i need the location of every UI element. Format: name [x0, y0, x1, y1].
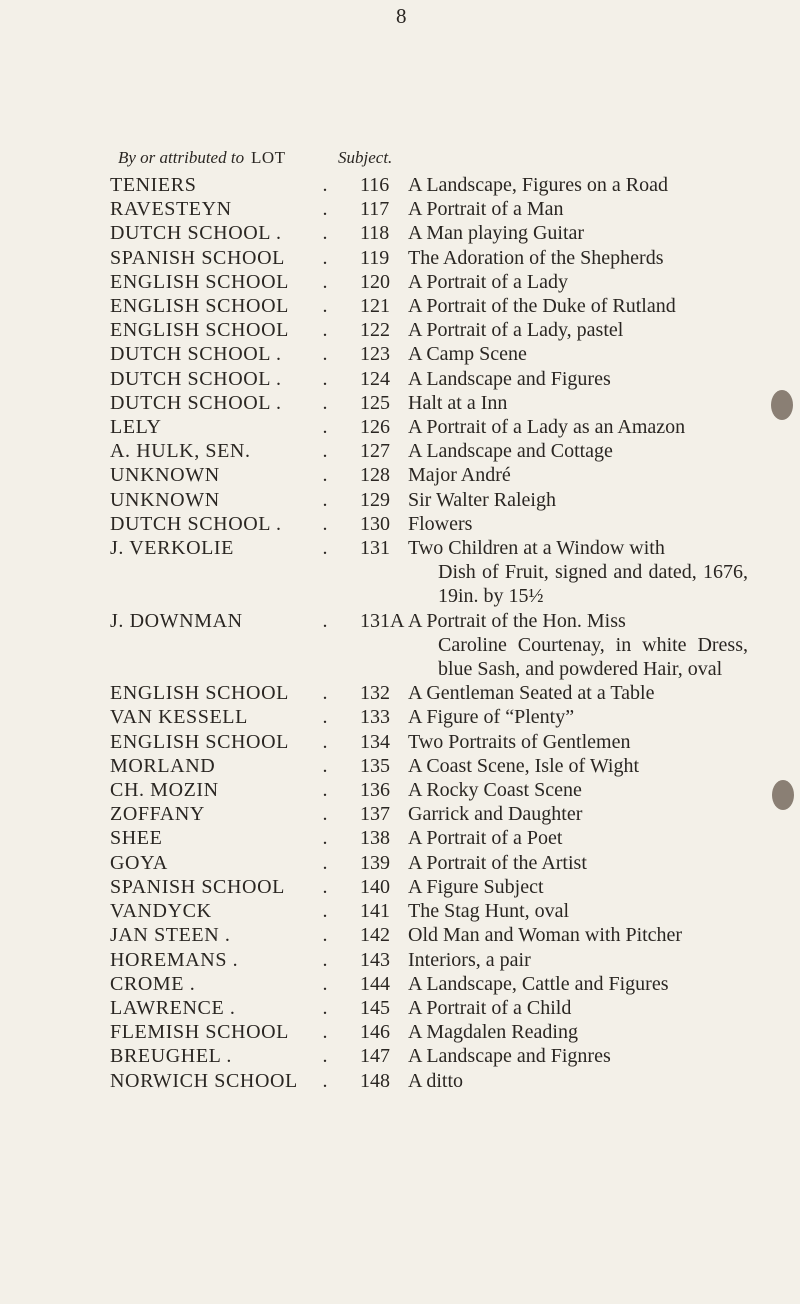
leader-dot: .	[322, 900, 330, 923]
column-header-lot: LOT	[251, 148, 286, 167]
artist-name: FLEMISH SCHOOL	[110, 1021, 289, 1044]
artist-name: ENGLISH SCHOOL	[110, 730, 289, 753]
lot-row	[0, 463, 800, 487]
leader-dot: .	[322, 924, 330, 947]
column-header-subject: Subject.	[338, 148, 393, 167]
artist-name: ENGLISH SCHOOL	[110, 295, 289, 318]
lot-number: 122	[360, 319, 390, 342]
lot-subject	[408, 391, 748, 415]
lot-subject-line: Halt at a Inn	[408, 391, 508, 414]
lot-subject	[408, 342, 748, 366]
leader-dot: .	[322, 996, 330, 1019]
lot-subject-line: A Portrait of the Hon. Miss	[408, 609, 626, 632]
lot-row	[0, 367, 800, 391]
lot-number: 145	[360, 996, 390, 1019]
lot-subject	[408, 875, 748, 899]
lot-row	[0, 754, 800, 778]
artist-name: BREUGHEL .	[110, 1045, 232, 1068]
artist-name: ENGLISH SCHOOL	[110, 682, 289, 705]
lot-subject-line: A Magdalen Reading	[408, 1021, 578, 1044]
lot-subject-line: Sir Walter Raleigh	[408, 488, 556, 511]
artist-name: ENGLISH SCHOOL	[110, 270, 289, 293]
lot-subject-line: A Portrait of a Man	[408, 198, 564, 221]
lot-subject	[408, 197, 748, 221]
artist-name: TENIERS	[110, 174, 197, 196]
artist-name: CROME .	[110, 972, 196, 995]
lot-number: 144	[360, 972, 390, 995]
artist-name: RAVESTEYN	[110, 198, 232, 221]
artist-name: LELY	[110, 416, 162, 439]
artist-name: UNKNOWN	[110, 464, 220, 487]
lot-subject	[408, 488, 748, 512]
lot-subject-line: A Landscape and Fignres	[408, 1045, 611, 1068]
leader-dot: .	[322, 537, 330, 560]
artist-name: DUTCH SCHOOL .	[110, 343, 282, 366]
lot-row	[0, 415, 800, 439]
lot-row	[0, 705, 800, 729]
leader-dot: .	[322, 609, 330, 632]
lot-subject-line: A Landscape and Cottage	[408, 440, 613, 463]
artist-name: ZOFFANY	[110, 803, 205, 826]
lot-subject	[408, 609, 748, 682]
lot-subject	[408, 851, 748, 875]
leader-dot: .	[322, 440, 330, 463]
lot-number: 136	[360, 779, 390, 802]
lot-row	[0, 197, 800, 221]
lot-subject-line: A Landscape and Figures	[408, 367, 611, 390]
lot-subject-line: Flowers	[408, 512, 473, 535]
lot-subject-line: Two Children at a Window with	[408, 537, 665, 560]
lot-subject	[408, 754, 748, 778]
lot-row	[0, 342, 800, 366]
lot-subject	[408, 802, 748, 826]
leader-dot: .	[322, 270, 330, 293]
leader-dot: .	[322, 319, 330, 342]
lot-row	[0, 851, 800, 875]
leader-dot: .	[322, 512, 330, 535]
artist-name: J. VERKOLIE	[110, 537, 235, 560]
artist-name: ENGLISH SCHOOL	[110, 319, 289, 342]
lot-subject	[408, 730, 748, 754]
lot-number: 143	[360, 948, 390, 971]
lot-subject	[408, 948, 748, 972]
lot-row	[0, 778, 800, 802]
leader-dot: .	[322, 246, 330, 269]
lot-subject-line: A Gentleman Seated at a Table	[408, 682, 655, 705]
lot-number: 117	[360, 198, 390, 221]
lot-subject	[408, 463, 748, 487]
lot-number: 133	[360, 706, 390, 729]
lot-subject	[408, 173, 748, 197]
lot-subject	[408, 996, 748, 1020]
lot-subject	[408, 972, 748, 996]
lot-row	[0, 173, 800, 197]
leader-dot: .	[322, 875, 330, 898]
lot-row	[0, 826, 800, 850]
lot-number: 131	[360, 537, 390, 560]
lot-row	[0, 439, 800, 463]
lot-subject	[408, 294, 748, 318]
lot-row	[0, 512, 800, 536]
lot-list	[0, 173, 800, 1093]
leader-dot: .	[322, 343, 330, 366]
artist-name: NORWICH SCHOOL	[110, 1069, 298, 1092]
lot-subject-line: Two Portraits of Gentlemen	[408, 730, 631, 753]
lot-subject-line: A Rocky Coast Scene	[408, 779, 582, 802]
leader-dot: .	[322, 416, 330, 439]
lot-number: 121	[360, 295, 390, 318]
lot-subject	[408, 270, 748, 294]
lot-subject-line: A Landscape, Figures on a Road	[408, 174, 668, 196]
lot-subject-line: A Portrait of a Poet	[408, 827, 563, 850]
leader-dot: .	[322, 391, 330, 414]
lot-subject-line: A ditto	[408, 1069, 464, 1092]
lot-row	[0, 730, 800, 754]
artist-name: SHEE	[110, 827, 163, 850]
lot-number: 116	[360, 174, 390, 196]
lot-number: 126	[360, 416, 390, 439]
lot-subject	[408, 1069, 748, 1093]
lot-subject-line: A Figure Subject	[408, 875, 544, 898]
artist-name: SPANISH SCHOOL	[110, 875, 285, 898]
leader-dot: .	[322, 682, 330, 705]
lot-number: 134	[360, 730, 390, 753]
lot-subject	[408, 778, 748, 802]
lot-number: 135	[360, 754, 390, 777]
lot-number: 125	[360, 391, 390, 414]
leader-dot: .	[322, 1069, 330, 1092]
lot-row	[0, 294, 800, 318]
lot-number: 148	[360, 1069, 390, 1092]
lot-number: 140	[360, 875, 390, 898]
lot-subject-line: A Portrait of a Lady, pastel	[408, 319, 624, 342]
lot-number: 123	[360, 343, 390, 366]
lot-subject-line: A Landscape, Cattle and Figures	[408, 972, 669, 995]
lot-number: 139	[360, 851, 390, 874]
lot-subject-continuation: Dish of Fruit, signed and dated, 1676, 19in. by 15½	[438, 561, 748, 608]
artist-name: JAN STEEN .	[110, 924, 231, 947]
lot-row	[0, 609, 800, 682]
lot-row	[0, 996, 800, 1020]
lot-number: 141	[360, 900, 390, 923]
artist-name: J. DOWNMAN	[110, 609, 243, 632]
lot-subject-line: Interiors, a pair	[408, 948, 531, 971]
lot-row	[0, 875, 800, 899]
leader-dot: .	[322, 851, 330, 874]
margin-speck	[772, 780, 794, 810]
lot-number: 130	[360, 512, 390, 535]
lot-number: 128	[360, 464, 390, 487]
lot-subject-line: The Stag Hunt, oval	[408, 900, 570, 923]
lot-subject	[408, 899, 748, 923]
artist-name: DUTCH SCHOOL .	[110, 222, 282, 245]
lot-subject	[408, 923, 748, 947]
lot-subject	[408, 246, 748, 270]
lot-subject-line: Major André	[408, 464, 511, 487]
leader-dot: .	[322, 198, 330, 221]
leader-dot: .	[322, 730, 330, 753]
lot-number: 120	[360, 270, 390, 293]
lot-subject-line: A Portrait of the Artist	[408, 851, 587, 874]
lot-subject-line: A Portrait of the Duke of Rutland	[408, 295, 676, 318]
lot-subject	[408, 826, 748, 850]
lot-subject	[408, 536, 748, 609]
lot-row	[0, 972, 800, 996]
lot-number: 129	[360, 488, 390, 511]
leader-dot: .	[322, 1045, 330, 1068]
leader-dot: .	[322, 948, 330, 971]
lot-subject-line: A Portrait of a Child	[408, 996, 572, 1019]
lot-subject-continuation: Caroline Courtenay, in white Dress, blue Sash, and powdered Hair, oval	[438, 633, 748, 681]
lot-row	[0, 246, 800, 270]
lot-subject	[408, 415, 748, 439]
lot-row	[0, 221, 800, 245]
leader-dot: .	[322, 222, 330, 245]
page-number: 8	[396, 4, 407, 28]
margin-speck	[771, 390, 793, 420]
lot-subject-line: A Man playing Guitar	[408, 222, 585, 245]
lot-subject	[408, 367, 748, 391]
lot-number: 119	[360, 246, 390, 269]
lot-number: 118	[360, 222, 390, 245]
leader-dot: .	[322, 706, 330, 729]
lot-row	[0, 391, 800, 415]
artist-name: VANDYCK	[110, 900, 212, 923]
leader-dot: .	[322, 295, 330, 318]
lot-number: 127	[360, 440, 390, 463]
artist-name: LAWRENCE .	[110, 996, 236, 1019]
leader-dot: .	[322, 367, 330, 390]
lot-number: 137	[360, 803, 390, 826]
leader-dot: .	[322, 464, 330, 487]
lot-subject-line: Garrick and Daughter	[408, 803, 583, 826]
leader-dot: .	[322, 803, 330, 826]
lot-row	[0, 536, 800, 609]
lot-subject-line: A Coast Scene, Isle of Wight	[408, 754, 640, 777]
lot-subject	[408, 439, 748, 463]
lot-row	[0, 802, 800, 826]
artist-name: DUTCH SCHOOL .	[110, 367, 282, 390]
lot-subject-line: A Figure of “Plenty”	[408, 706, 575, 729]
lot-row	[0, 488, 800, 512]
leader-dot: .	[322, 174, 330, 196]
leader-dot: .	[322, 488, 330, 511]
lot-subject	[408, 512, 748, 536]
artist-name: DUTCH SCHOOL .	[110, 512, 282, 535]
lot-subject-line: The Adoration of the Shepherds	[408, 246, 664, 269]
leader-dot: .	[322, 972, 330, 995]
lot-number: 146	[360, 1021, 390, 1044]
leader-dot: .	[322, 779, 330, 802]
lot-number: 147	[360, 1045, 390, 1068]
lot-number: 124	[360, 367, 390, 390]
lot-subject-line: A Portrait of a Lady	[408, 270, 568, 293]
lot-row	[0, 681, 800, 705]
lot-subject	[408, 221, 748, 245]
lot-subject-line: A Portrait of a Lady as an Amazon	[408, 416, 686, 439]
artist-name: VAN KESSELL	[110, 706, 248, 729]
lot-subject-line: A Camp Scene	[408, 343, 527, 366]
artist-name: MORLAND	[110, 754, 216, 777]
column-header-artist: By or attributed to	[118, 148, 245, 167]
lot-subject	[408, 1020, 748, 1044]
lot-row	[0, 1020, 800, 1044]
lot-subject-line: Old Man and Woman with Pitcher	[408, 924, 683, 947]
leader-dot: .	[322, 1021, 330, 1044]
lot-number: 138	[360, 827, 390, 850]
artist-name: SPANISH SCHOOL	[110, 246, 285, 269]
lot-row	[0, 923, 800, 947]
artist-name: HOREMANS .	[110, 948, 239, 971]
lot-number: 132	[360, 682, 390, 705]
artist-name: DUTCH SCHOOL .	[110, 391, 282, 414]
artist-name: A. HULK, SEN.	[110, 440, 251, 463]
lot-row	[0, 270, 800, 294]
lot-row	[0, 948, 800, 972]
leader-dot: .	[322, 754, 330, 777]
leader-dot: .	[322, 827, 330, 850]
lot-subject	[408, 681, 748, 705]
lot-row	[0, 318, 800, 342]
lot-subject	[408, 705, 748, 729]
lot-row	[0, 1069, 800, 1093]
lot-number: 131A	[360, 609, 405, 632]
lot-row	[0, 1044, 800, 1068]
artist-name: GOYA	[110, 851, 168, 874]
lot-subject	[408, 318, 748, 342]
lot-subject	[408, 1044, 748, 1068]
artist-name: CH. MOZIN	[110, 779, 219, 802]
lot-number: 142	[360, 924, 390, 947]
lot-row	[0, 899, 800, 923]
artist-name: UNKNOWN	[110, 488, 220, 511]
